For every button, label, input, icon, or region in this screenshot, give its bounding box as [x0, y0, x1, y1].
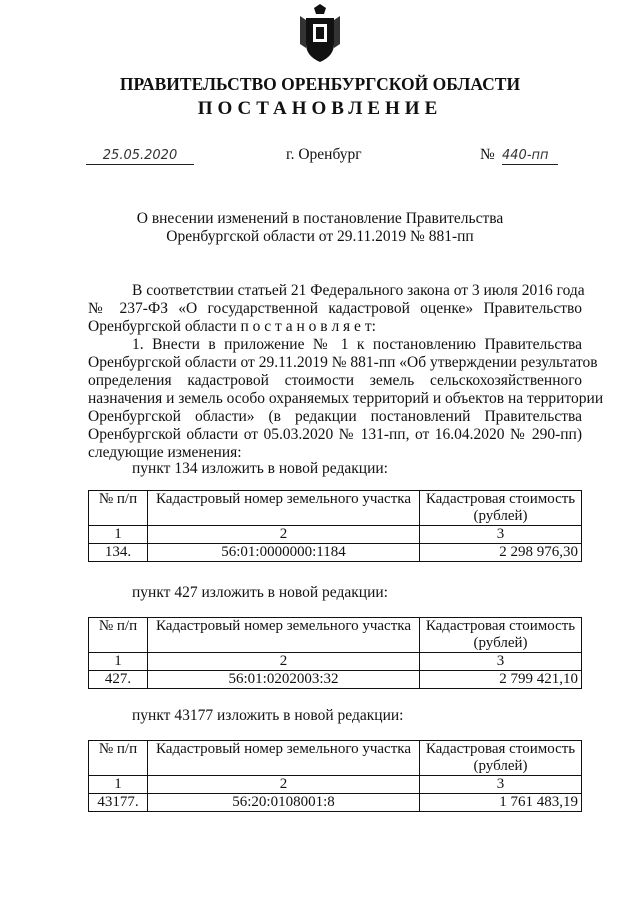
table-row [89, 544, 582, 562]
date-field [86, 146, 194, 165]
section-intro: пункт 134 изложить в новой редакции: [132, 460, 388, 477]
body-line: 1. Внести в приложение № 1 к постановлению Правительства [132, 336, 582, 353]
document-type-heading: ПОСТАНОВЛЕНИЕ [197, 98, 443, 119]
col-index: 3 [420, 776, 582, 794]
body-line: Оренбургской области» (в редакции постановлений Правительства [88, 408, 582, 425]
number-label: № [480, 146, 495, 163]
header-num: № п/п [89, 618, 148, 653]
row-num: 134. [89, 544, 148, 562]
section-intro: пункт 427 изложить в новой редакции: [132, 584, 388, 601]
col-index: 3 [420, 526, 582, 544]
header-cadastral: Кадастровый номер земельного участка [148, 618, 420, 653]
row-value: 2 298 976,30 [420, 544, 582, 562]
col-index: 2 [148, 653, 420, 671]
col-index: 1 [89, 653, 148, 671]
row-cadastral: 56:01:0202003:32 [148, 671, 420, 689]
col-index: 2 [148, 776, 420, 794]
body-line: В соответствии статьей 21 Федерального закона от 3 июля 2016 года [132, 282, 585, 299]
row-value: 2 799 421,10 [420, 671, 582, 689]
body-line: определения кадастровой стоимости земель сельскохозяйственного [88, 372, 582, 389]
row-num: 427. [89, 671, 148, 689]
col-index: 3 [420, 653, 582, 671]
number-value: 440-пп [502, 148, 549, 163]
col-index: 1 [89, 776, 148, 794]
body-line: Оренбургской области от 29.11.2019 № 881-пп «Об утверждении результатов [88, 354, 598, 371]
body-line: Оренбургской области от 05.03.2020 № 131-пп, от 16.04.2020 № 290-пп) [88, 426, 582, 443]
body-line: следующие изменения: [88, 444, 242, 461]
header-cadastral: Кадастровый номер земельного участка [148, 741, 420, 776]
section-intro: пункт 43177 изложить в новой редакции: [132, 707, 404, 724]
header-value: Кадастровая стоимость (рублей) [420, 491, 582, 526]
amendment-table [88, 740, 582, 812]
row-cadastral: 56:20:0108001:8 [148, 794, 420, 812]
number-field [502, 146, 558, 165]
organization-heading: ПРАВИТЕЛЬСТВО ОРЕНБУРГСКОЙ ОБЛАСТИ [119, 74, 521, 94]
amendment-table [88, 490, 582, 562]
amendment-table [88, 617, 582, 689]
city: г. Оренбург [286, 146, 362, 163]
header-num: № п/п [89, 491, 148, 526]
row-value: 1 761 483,19 [420, 794, 582, 812]
body-line: назначения и земель особо охраняемых территорий и объектов на территории [88, 390, 604, 407]
title-line-1: О внесении изменений в постановление Правительства [136, 210, 504, 227]
table-row [89, 794, 582, 812]
col-index: 2 [148, 526, 420, 544]
header-num: № п/п [89, 741, 148, 776]
date-value: 25.05.2020 [102, 148, 178, 163]
table-row [89, 671, 582, 689]
title-line-2: Оренбургской области от 29.11.2019 № 881-пп [166, 228, 474, 245]
body-line: Оренбургской области п о с т а н о в л я е т: [88, 318, 376, 335]
row-cadastral: 56:01:0000000:1184 [148, 544, 420, 562]
header-value: Кадастровая стоимость (рублей) [420, 741, 582, 776]
header-value: Кадастровая стоимость (рублей) [420, 618, 582, 653]
header-cadastral: Кадастровый номер земельного участка [148, 491, 420, 526]
body-line: № 237-ФЗ «О государственной кадастровой оценке» Правительство [88, 300, 582, 317]
coat-of-arms-emblem [300, 4, 340, 66]
col-index: 1 [89, 526, 148, 544]
row-num: 43177. [89, 794, 148, 812]
